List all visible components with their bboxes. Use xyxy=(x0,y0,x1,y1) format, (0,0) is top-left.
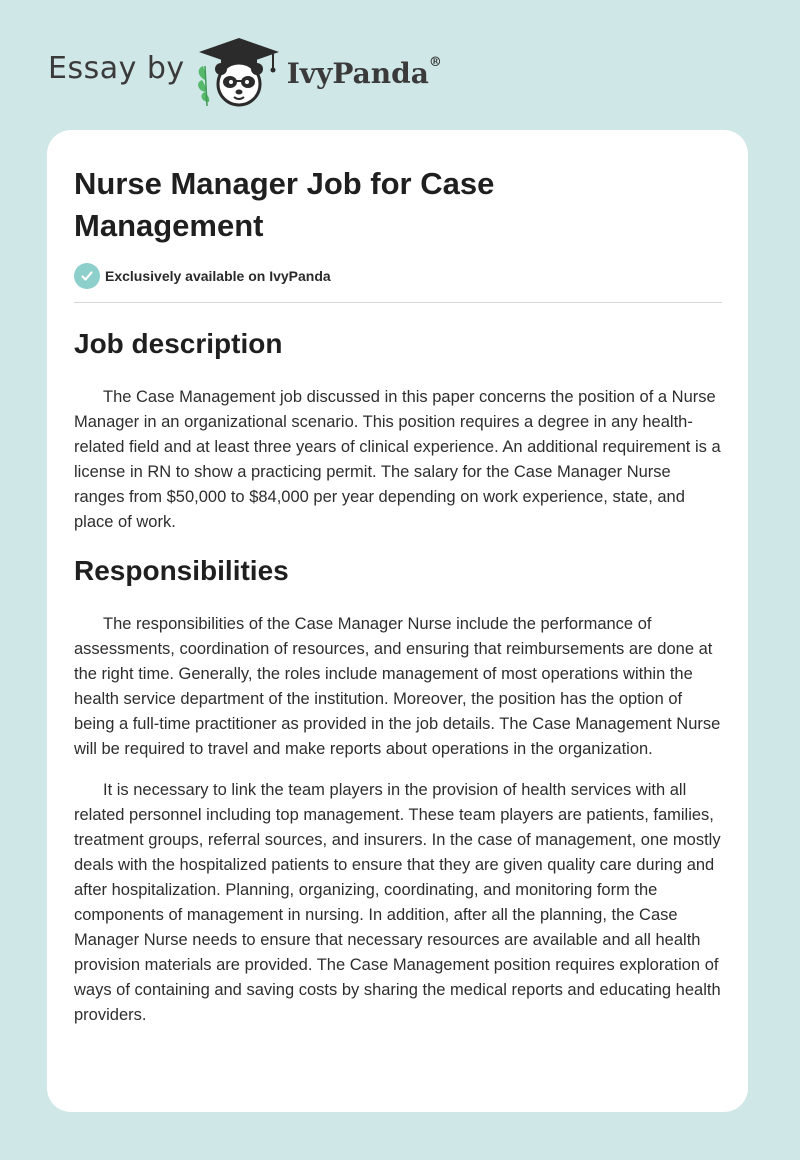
page-title: Nurse Manager Job for Case Management xyxy=(74,166,495,243)
section-heading-job-description: Job description xyxy=(74,328,283,359)
title-divider xyxy=(74,302,722,303)
panda-logo-icon[interactable] xyxy=(193,36,285,108)
essay-by-label: Essay by xyxy=(48,50,185,86)
paragraph-responsibilities-2: It is necessary to link the team players in the provision of health services with all related personnel including top management. These team players are patients, families, treatment groups, referral sources, and insurers. In the case of management, one mostly deals with the hospitalized patients to ensure that they are given quality care during and after hospitalization. Planning, organizing, coordinating, and monitoring form the components of management in nursing. In addition, after all the planning, the Case Manager Nurse needs to ensure that necessary resources are available and all health provision materials are provided. The Case Management position requires exploration of ways of containing and saving costs by sharing the medical reports and educating health providers. xyxy=(74,781,721,1024)
registered-mark: ® xyxy=(428,55,442,71)
paragraph-responsibilities-1: The responsibilities of the Case Manager Nurse include the performance of assessments, coordination of resources, and ensuring that reimbursements are done at the right time. Generally, the roles include management of most operations within the health service department of the institution. Moreover, the position has the option of being a full-time practitioner as provided in the job details. The Case Management Nurse will be required to travel and make reports about operations in the organization. xyxy=(74,615,721,758)
section-heading-responsibilities: Responsibilities xyxy=(74,555,289,586)
brand-name[interactable] xyxy=(287,57,442,90)
check-icon xyxy=(74,263,100,289)
exclusive-label: Exclusively available on IvyPanda xyxy=(105,268,331,284)
exclusive-badge xyxy=(74,263,331,289)
essay-card xyxy=(47,130,748,1112)
brand-text: IvyPanda xyxy=(286,56,429,90)
paragraph-job-description-1: The Case Management job discussed in this paper concerns the position of a Nurse Manager in an organizational scenario. This position requires a degree in any health-related field and at least three years of clinical experience. An additional requirement is a license in RN to show a practicing permit. The salary for the Case Manager Nurse ranges from $50,000 to $84,000 per year depending on work experience, state, and place of work. xyxy=(74,388,721,531)
site-header xyxy=(48,36,442,108)
